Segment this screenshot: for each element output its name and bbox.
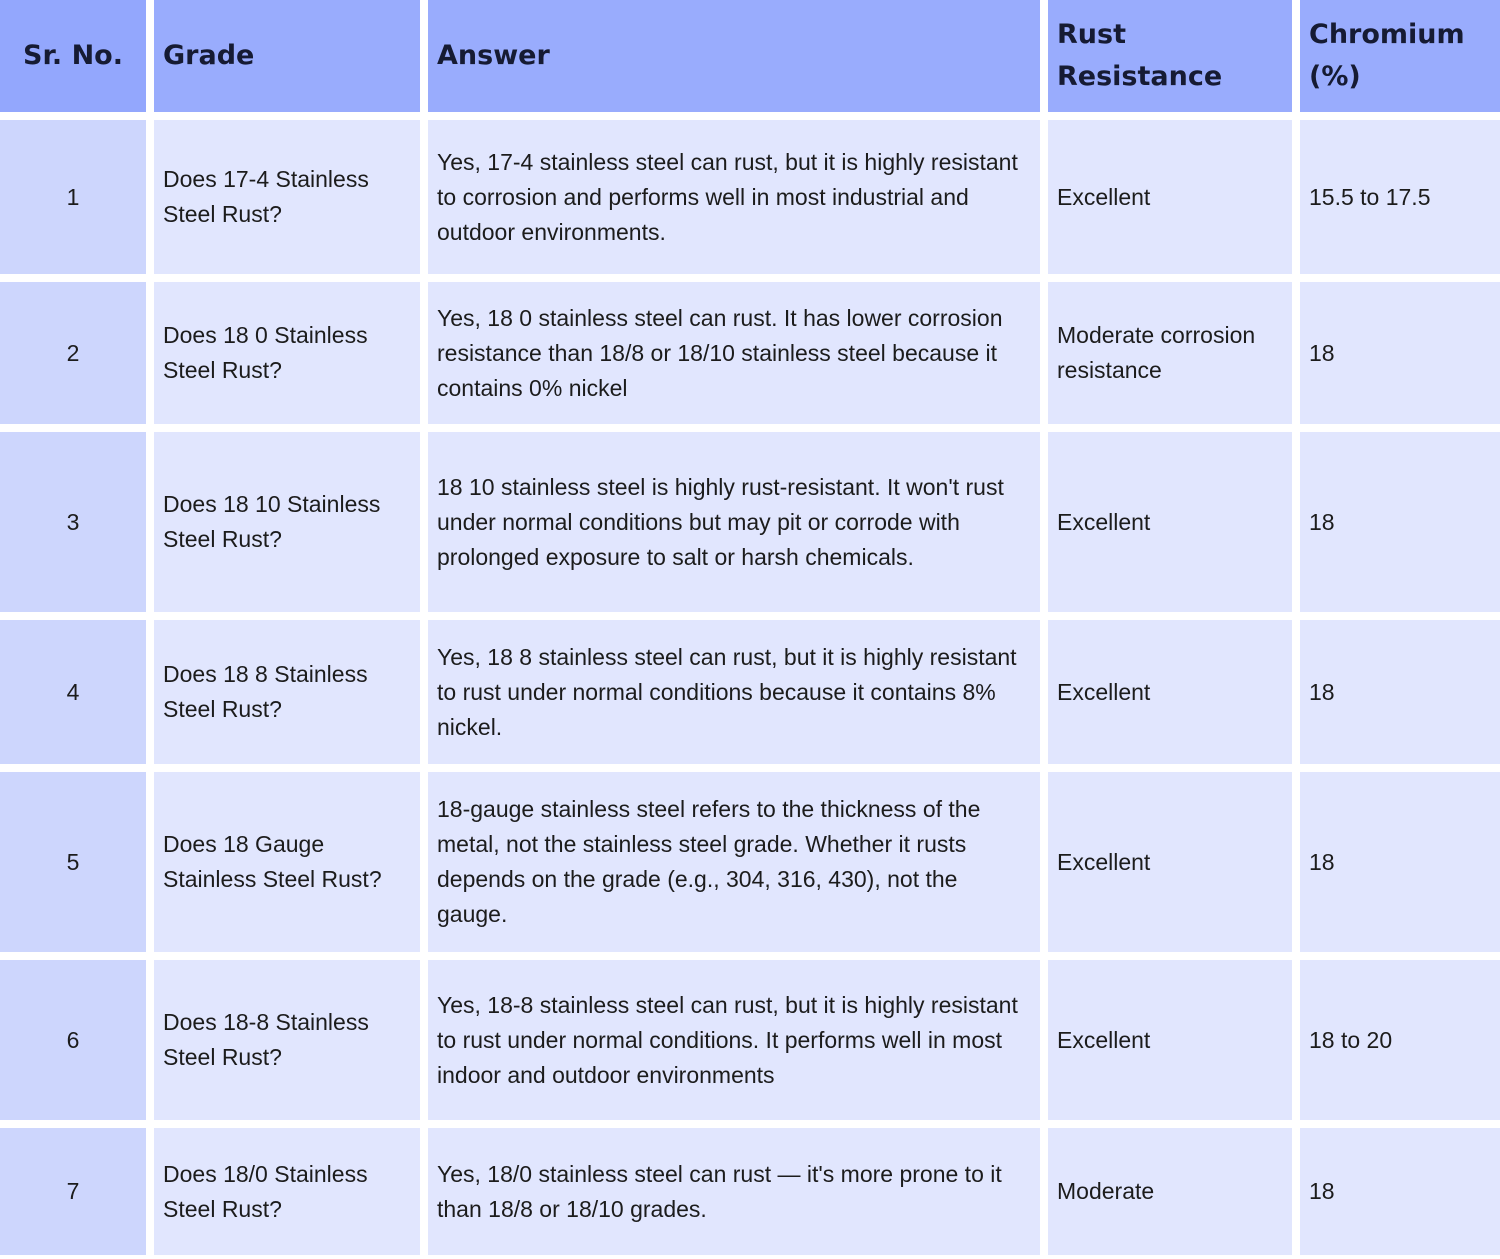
- row-2-chromium: 18: [1300, 282, 1500, 424]
- row-6-rust-resistance: Excellent: [1048, 960, 1292, 1120]
- row-7-sr-no: 7: [0, 1128, 146, 1255]
- header-chromium: Chromium (%): [1300, 0, 1500, 112]
- row-6-grade: Does 18-8 Stainless Steel Rust?: [154, 960, 420, 1120]
- row-5-rust-resistance: Excellent: [1048, 772, 1292, 952]
- header-sr-no: Sr. No.: [0, 0, 146, 112]
- row-3-rust-resistance: Excellent: [1048, 432, 1292, 612]
- row-2-sr-no: 2: [0, 282, 146, 424]
- row-7-grade: Does 18/0 Stainless Steel Rust?: [154, 1128, 420, 1255]
- row-1-sr-no: 1: [0, 120, 146, 274]
- row-1-rust-resistance: Excellent: [1048, 120, 1292, 274]
- row-5-sr-no: 5: [0, 772, 146, 952]
- row-3-sr-no: 3: [0, 432, 146, 612]
- row-7-answer: Yes, 18/0 stainless steel can rust — it's more prone to it than 18/8 or 18/10 grades.: [428, 1128, 1040, 1255]
- row-4-answer: Yes, 18 8 stainless steel can rust, but it is highly resistant to rust under normal conditions because it contains 8% nickel.: [428, 620, 1040, 764]
- row-3-grade: Does 18 10 Stainless Steel Rust?: [154, 432, 420, 612]
- row-1-answer: Yes, 17-4 stainless steel can rust, but it is highly resistant to corrosion and performs well in most industrial and outdoor environments.: [428, 120, 1040, 274]
- header-answer: Answer: [428, 0, 1040, 112]
- row-2-answer: Yes, 18 0 stainless steel can rust. It has lower corrosion resistance than 18/8 or 18/10 stainless steel because it contains 0% nickel: [428, 282, 1040, 424]
- row-2-grade: Does 18 0 Stainless Steel Rust?: [154, 282, 420, 424]
- row-6-sr-no: 6: [0, 960, 146, 1120]
- row-1-chromium: 15.5 to 17.5: [1300, 120, 1500, 274]
- row-4-grade: Does 18 8 Stainless Steel Rust?: [154, 620, 420, 764]
- row-4-sr-no: 4: [0, 620, 146, 764]
- row-1-grade: Does 17-4 Stainless Steel Rust?: [154, 120, 420, 274]
- row-5-chromium: 18: [1300, 772, 1500, 952]
- row-6-answer: Yes, 18-8 stainless steel can rust, but it is highly resistant to rust under normal conditions. It performs well in most indoor and outdoor environments: [428, 960, 1040, 1120]
- row-5-grade: Does 18 Gauge Stainless Steel Rust?: [154, 772, 420, 952]
- row-2-rust-resistance: Moderate corrosion resistance: [1048, 282, 1292, 424]
- header-grade: Grade: [154, 0, 420, 112]
- row-3-chromium: 18: [1300, 432, 1500, 612]
- row-5-answer: 18-gauge stainless steel refers to the thickness of the metal, not the stainless steel grade. Whether it rusts depends on the grade (e.g., 304, 316, 430), not the gauge.: [428, 772, 1040, 952]
- row-7-chromium: 18: [1300, 1128, 1500, 1255]
- header-rust-resistance: Rust Resistance: [1048, 0, 1292, 112]
- row-4-chromium: 18: [1300, 620, 1500, 764]
- row-4-rust-resistance: Excellent: [1048, 620, 1292, 764]
- row-7-rust-resistance: Moderate: [1048, 1128, 1292, 1255]
- row-3-answer: 18 10 stainless steel is highly rust-resistant. It won't rust under normal conditions but may pit or corrode with prolonged exposure to salt or harsh chemicals.: [428, 432, 1040, 612]
- row-6-chromium: 18 to 20: [1300, 960, 1500, 1120]
